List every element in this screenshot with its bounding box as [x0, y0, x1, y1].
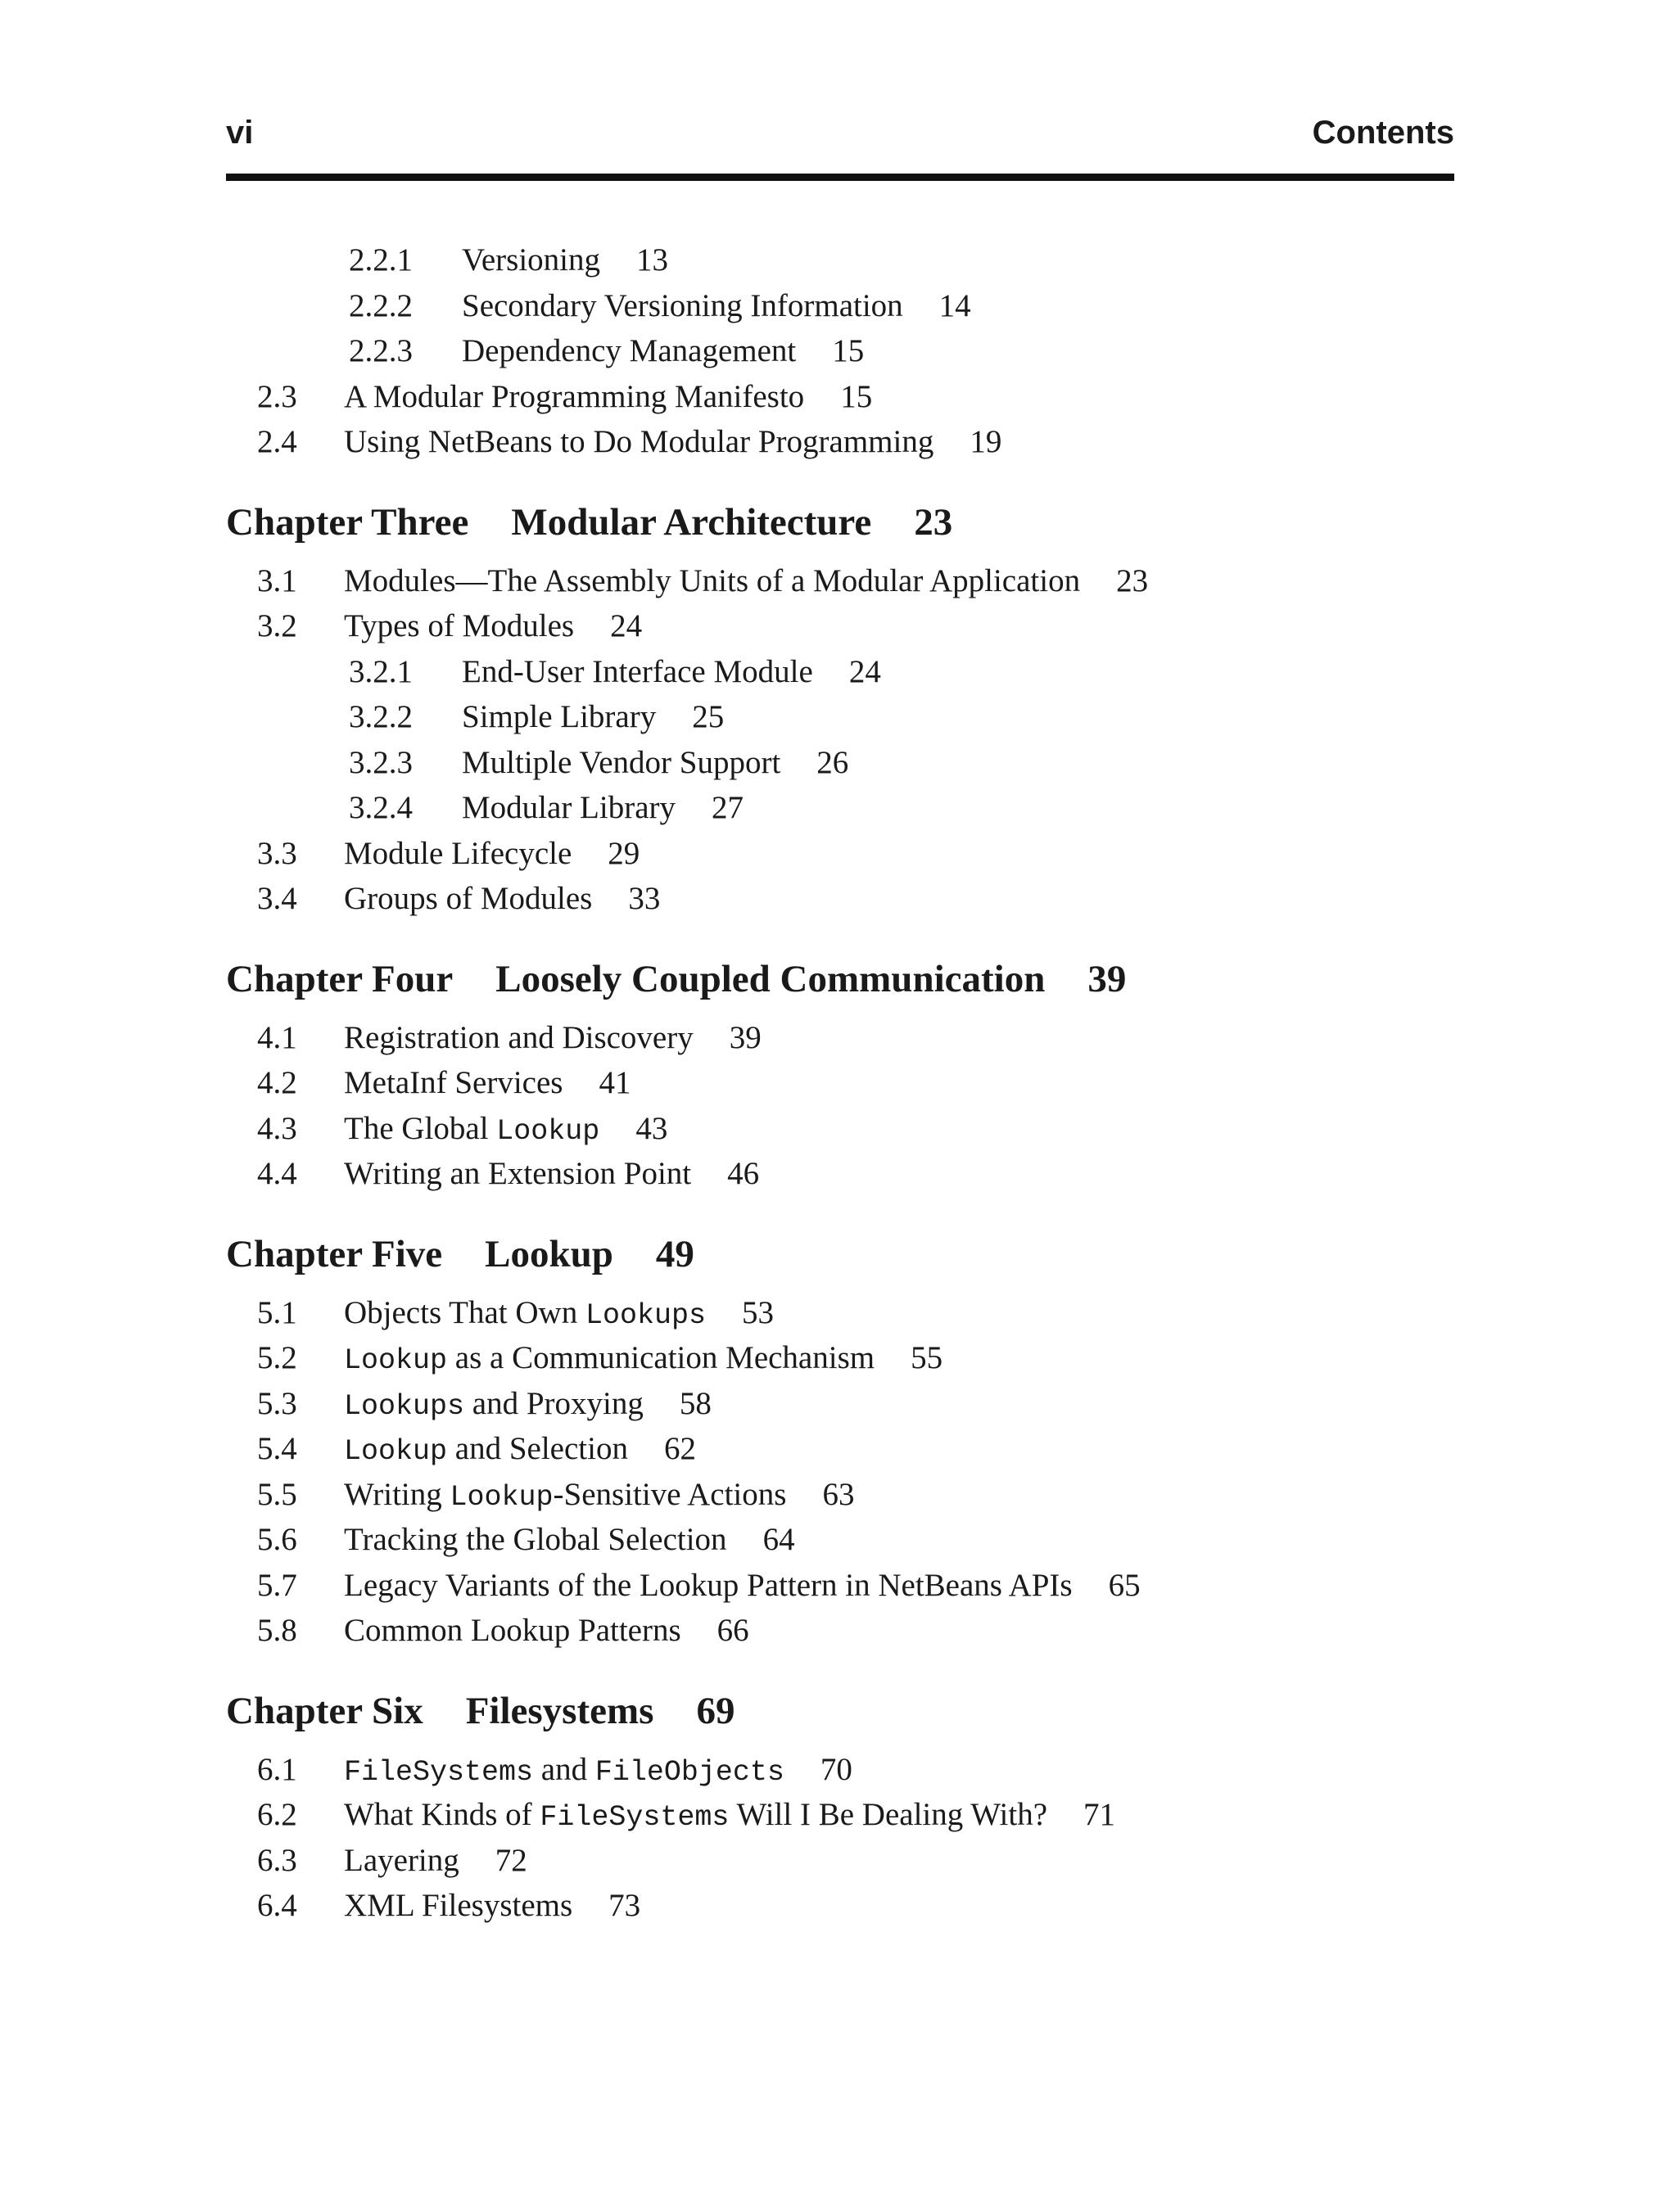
toc-entry[interactable]: [226, 740, 1454, 786]
page-ref: 29: [608, 835, 640, 871]
section-number: 2.2.1: [349, 242, 413, 278]
toc-entry[interactable]: [226, 558, 1454, 604]
page-ref: 46: [727, 1156, 760, 1191]
section-title: Module Lifecycle 29: [344, 835, 640, 871]
code-term: FileSystems: [344, 1755, 534, 1789]
section-title: XML Filesystems 73: [344, 1888, 641, 1923]
code-term: FileObjects: [594, 1755, 784, 1789]
section-title: Objects That Own Lookups 53: [344, 1294, 775, 1332]
section-title: The Global Lookup 43: [344, 1110, 668, 1148]
page-number: vi: [226, 115, 254, 151]
section-number: 5.6: [257, 1522, 297, 1557]
code-term: Lookup: [496, 1114, 600, 1148]
section-title: Simple Library 25: [462, 699, 725, 734]
toc-entry[interactable]: [226, 1335, 1454, 1381]
code-term: Lookup: [344, 1435, 448, 1468]
page-ref: 71: [1083, 1797, 1116, 1832]
toc-entry[interactable]: [226, 1563, 1454, 1609]
running-title: Contents: [1312, 115, 1454, 151]
toc-entry[interactable]: [226, 419, 1454, 465]
section-title: Modular Library 27: [462, 790, 744, 825]
section-title: What Kinds of FileSystems Will I Be Dealing With? 71: [344, 1797, 1116, 1834]
section-number: 6.1: [257, 1751, 297, 1787]
toc-entry[interactable]: [226, 785, 1454, 831]
toc-entry[interactable]: [226, 283, 1454, 329]
section-number: 3.2.3: [349, 744, 413, 780]
toc-entry[interactable]: [226, 1838, 1454, 1884]
toc-entry[interactable]: [226, 1792, 1454, 1838]
section-number: 4.3: [257, 1110, 297, 1146]
code-term: Lookup: [344, 1344, 448, 1377]
header-rule: [226, 174, 1454, 181]
page-ref: 15: [832, 333, 865, 368]
section-title: A Modular Programming Manifesto 15: [344, 378, 873, 414]
section-number: 6.4: [257, 1888, 297, 1923]
toc-entry[interactable]: [226, 374, 1454, 420]
toc-entry[interactable]: [226, 831, 1454, 877]
section-number: 3.4: [257, 881, 297, 916]
section-number: 3.1: [257, 562, 297, 598]
page-ref: 41: [599, 1065, 631, 1100]
toc-entry[interactable]: [226, 1060, 1454, 1106]
section-title: Legacy Variants of the Lookup Pattern in NetBeans APIs 65: [344, 1567, 1141, 1603]
page-ref: 27: [712, 790, 744, 825]
toc-entry[interactable]: [226, 694, 1454, 740]
toc-entry[interactable]: [226, 1290, 1454, 1336]
code-term: FileSystems: [540, 1801, 730, 1834]
section-title: Lookup and Selection 62: [344, 1431, 696, 1468]
page-ref: 53: [742, 1294, 775, 1330]
chapter-page: 69: [696, 1689, 735, 1732]
toc-entry[interactable]: [226, 876, 1454, 922]
toc-entry[interactable]: [226, 1381, 1454, 1427]
toc-entry[interactable]: [226, 1106, 1454, 1152]
page-ref: 13: [636, 242, 668, 278]
page-ref: 23: [1116, 562, 1149, 598]
section-number: 4.2: [257, 1065, 297, 1100]
code-term: Lookups: [344, 1389, 465, 1423]
section-title: Lookup as a Communication Mechanism 55: [344, 1340, 943, 1377]
toc-entry[interactable]: [226, 1883, 1454, 1929]
page-ref: 64: [762, 1522, 795, 1557]
page-ref: 43: [635, 1110, 668, 1146]
toc-content: [226, 237, 1454, 1929]
chapter-page: 39: [1087, 957, 1127, 1000]
section-number: 2.2.2: [349, 287, 413, 323]
chapter-label: Chapter Three: [226, 500, 469, 544]
page-ref: 63: [822, 1476, 855, 1512]
page-ref: 65: [1108, 1567, 1141, 1603]
section-number: 4.1: [257, 1019, 297, 1055]
section-title: Writing Lookup-Sensitive Actions 63: [344, 1476, 855, 1514]
code-term: Lookups: [585, 1298, 707, 1332]
section-title: Secondary Versioning Information 14: [462, 287, 971, 323]
toc-entry[interactable]: [226, 1608, 1454, 1654]
chapter-heading[interactable]: [226, 490, 1454, 555]
section-title: Common Lookup Patterns 66: [344, 1613, 749, 1648]
section-number: 5.7: [257, 1567, 297, 1603]
section-title: MetaInf Services 41: [344, 1065, 631, 1100]
section-number: 5.2: [257, 1340, 297, 1375]
toc-entry[interactable]: [226, 1517, 1454, 1563]
chapter-label: Chapter Five: [226, 1232, 443, 1275]
chapter-heading[interactable]: [226, 1678, 1454, 1744]
page-ref: 73: [608, 1888, 641, 1923]
page-ref: 58: [679, 1385, 712, 1421]
toc-entry[interactable]: [226, 1472, 1454, 1518]
section-number: 5.4: [257, 1431, 297, 1466]
chapter-page: 49: [655, 1232, 694, 1275]
chapter-label: Chapter Six: [226, 1689, 423, 1732]
toc-entry[interactable]: [226, 603, 1454, 649]
page-ref: 39: [729, 1019, 762, 1055]
section-title: Writing an Extension Point 46: [344, 1156, 760, 1191]
section-title: Multiple Vendor Support 26: [462, 744, 849, 780]
page-ref: 70: [820, 1751, 852, 1787]
section-number: 6.2: [257, 1797, 297, 1832]
section-title: Modules—The Assembly Units of a Modular Application 23: [344, 562, 1149, 598]
page-ref: 14: [938, 287, 971, 323]
section-title: Using NetBeans to Do Modular Programming 19: [344, 424, 1002, 459]
toc-entry[interactable]: [226, 1426, 1454, 1472]
page-ref: 26: [816, 744, 849, 780]
toc-entry[interactable]: [226, 1015, 1454, 1061]
section-title: End-User Interface Module 24: [462, 653, 881, 689]
section-title: Types of Modules 24: [344, 608, 643, 643]
section-number: 4.4: [257, 1156, 297, 1191]
section-title: Versioning 13: [462, 242, 668, 278]
page-ref: 24: [848, 653, 881, 689]
section-title: Dependency Management 15: [462, 333, 865, 368]
chapter-title: Filesystems: [465, 1689, 654, 1732]
page-ref: 66: [716, 1613, 749, 1648]
page-ref: 72: [495, 1842, 527, 1878]
toc-entry[interactable]: [226, 1747, 1454, 1793]
chapter-page: 23: [914, 500, 953, 544]
section-number: 2.3: [257, 378, 297, 414]
section-number: 5.5: [257, 1476, 297, 1512]
page-ref: 15: [840, 378, 873, 414]
toc-entry[interactable]: [226, 237, 1454, 283]
page-ref: 62: [663, 1431, 696, 1466]
page-ref: 55: [911, 1340, 943, 1375]
section-number: 5.1: [257, 1294, 297, 1330]
chapter-heading[interactable]: [226, 1221, 1454, 1287]
page-ref: 24: [610, 608, 643, 643]
section-number: 3.2.2: [349, 699, 413, 734]
section-title: Registration and Discovery 39: [344, 1019, 762, 1055]
chapter-label: Chapter Four: [226, 957, 454, 1000]
chapter-title: Loosely Coupled Communication: [495, 957, 1046, 1000]
toc-entry[interactable]: [226, 649, 1454, 695]
section-number: 6.3: [257, 1842, 297, 1878]
page-ref: 19: [970, 424, 1002, 459]
section-title: Groups of Modules 33: [344, 881, 661, 916]
section-number: 3.2: [257, 608, 297, 643]
section-number: 3.2.4: [349, 790, 413, 825]
toc-entry[interactable]: [226, 1151, 1454, 1197]
section-title: Tracking the Global Selection 64: [344, 1522, 795, 1557]
section-title: Lookups and Proxying 58: [344, 1385, 712, 1423]
page-ref: 33: [628, 881, 661, 916]
section-number: 2.4: [257, 424, 297, 459]
chapter-title: Modular Architecture: [511, 500, 872, 544]
section-title: Layering 72: [344, 1842, 527, 1878]
chapter-heading[interactable]: [226, 946, 1454, 1012]
section-number: 2.2.3: [349, 333, 413, 368]
section-number: 3.2.1: [349, 653, 413, 689]
code-term: Lookup: [450, 1480, 554, 1514]
page-header: [226, 115, 1454, 160]
page-ref: 25: [692, 699, 725, 734]
chapter-title: Lookup: [485, 1232, 613, 1275]
toc-entry[interactable]: [226, 328, 1454, 374]
section-number: 5.8: [257, 1613, 297, 1648]
section-number: 5.3: [257, 1385, 297, 1421]
section-number: 3.3: [257, 835, 297, 871]
section-title: FileSystems and FileObjects 70: [344, 1751, 852, 1789]
